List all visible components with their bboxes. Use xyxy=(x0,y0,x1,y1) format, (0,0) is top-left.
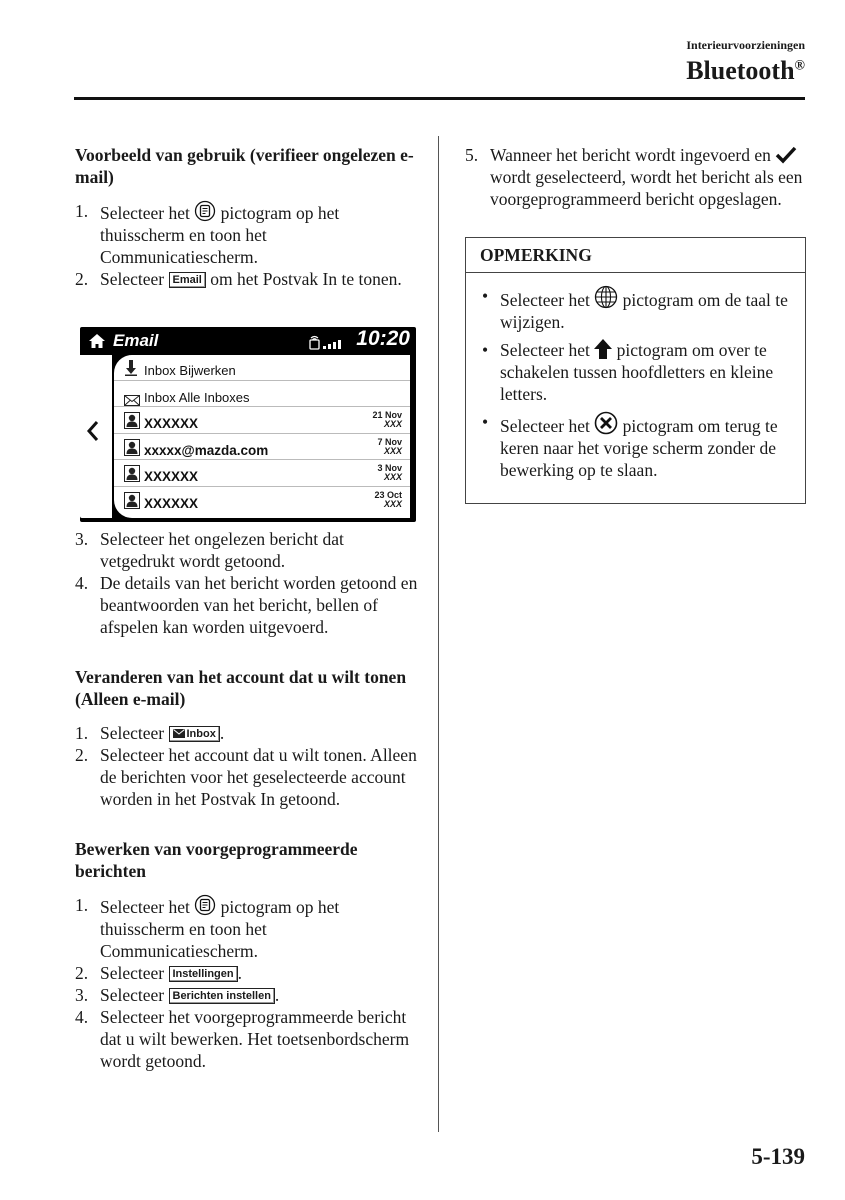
step xyxy=(465,144,805,210)
heading-verify-email: Voorbeeld van gebruik (verifieer ongelezen e-mail) xyxy=(75,145,414,187)
cancel-x-icon xyxy=(594,411,618,435)
list-item-date xyxy=(377,464,402,482)
step xyxy=(75,572,420,638)
step-text: Selecteer het account dat u wilt tonen. Alleen de berichten voor het geselecteerde account worden in het Postvak In getoond. xyxy=(100,745,417,809)
step-text: Selecteer het voorgeprogrammeerde bericht dat u wilt bewerken. Het toetsenbordscherm wordt getoond. xyxy=(100,1007,410,1071)
date: 7 Nov xyxy=(377,436,402,447)
phone-chat-icon xyxy=(194,200,216,222)
step xyxy=(75,894,420,962)
phone-chat-icon xyxy=(194,894,216,916)
note-body xyxy=(466,273,805,503)
list-item-label: Inbox Bijwerken xyxy=(144,363,236,378)
list-item-date xyxy=(374,491,402,509)
heading-change-account: Veranderen van het account dat u wilt tonen (Alleen e-mail) xyxy=(75,667,407,709)
step-number: 1. xyxy=(75,201,89,221)
list-item-date xyxy=(372,411,402,429)
step-text-b: . xyxy=(274,985,280,1005)
list-item-label: XXXXXX xyxy=(144,469,199,484)
list-item-label: XXXXXX xyxy=(144,495,199,511)
bullet: • xyxy=(482,412,489,432)
step-text: Selecteer het ongelezen bericht dat vetgedrukt wordt getoond. xyxy=(100,529,344,571)
step-text-b: . xyxy=(237,963,242,983)
date-sub: XXX xyxy=(383,472,402,482)
step-text xyxy=(100,894,420,962)
note-text-b: pictogram om terug te keren naar het vorige scherm zonder de bewerking op te slaan. xyxy=(500,416,778,480)
date: 23 Oct xyxy=(374,489,402,500)
step-text-a: Selecteer xyxy=(100,985,169,1005)
step xyxy=(75,984,420,1006)
checkmark-icon xyxy=(775,146,797,164)
back-button[interactable] xyxy=(80,355,112,518)
step-text xyxy=(100,962,420,984)
inbox-button[interactable] xyxy=(169,726,220,742)
step-number: 2. xyxy=(75,745,89,765)
step xyxy=(75,722,420,744)
step-number: 3. xyxy=(75,529,89,549)
note-heading: OPMERKING xyxy=(466,238,805,273)
step xyxy=(75,744,420,810)
date-sub: XXX xyxy=(383,498,402,509)
heading-edit-preset-messages: Bewerken van voorgeprogrammeerde berichten xyxy=(75,839,358,881)
shift-arrow-up-icon xyxy=(594,339,612,359)
note-item xyxy=(480,339,791,405)
chevron-left-icon xyxy=(86,419,100,448)
step-text xyxy=(100,268,420,290)
step xyxy=(75,1006,420,1072)
inbox-label: Inbox xyxy=(186,728,216,740)
step-text-b: wordt geselecteerd, wordt het bericht als een voorgeprogrammeerd bericht opgeslagen. xyxy=(490,167,803,209)
list-item[interactable] xyxy=(114,408,410,434)
step-text: De details van het bericht worden getoond en beantwoorden van het bericht, bellen of afspelen kan worden uitgevoerd. xyxy=(100,573,418,637)
step-number: 1. xyxy=(75,895,89,915)
list-item-label: XXXXXX xyxy=(144,416,199,431)
page-number: 5-139 xyxy=(751,1144,805,1169)
step-text-b: pictogram op het thuisscherm en toon het Communicatiescherm. xyxy=(100,897,340,961)
step-text-a: Wanneer het bericht wordt ingevoerd en xyxy=(490,145,776,165)
list-item-label: xxxxx@mazda.com xyxy=(144,442,269,458)
note-text xyxy=(500,339,791,405)
envelope-icon xyxy=(173,729,185,738)
bullet: • xyxy=(482,340,489,360)
step-text-a: Selecteer het xyxy=(100,203,195,223)
list-item[interactable] xyxy=(114,382,410,408)
step-number: 4. xyxy=(75,573,89,593)
page-title xyxy=(686,56,805,86)
settings-button[interactable]: Instellingen xyxy=(169,966,238,982)
left-column xyxy=(75,144,420,1072)
page-title-text: Bluetooth xyxy=(686,56,795,85)
download-arrow-icon xyxy=(124,359,138,381)
section-title: Interieurvoorzieningen xyxy=(686,38,805,52)
contact-icon xyxy=(124,412,140,434)
signal-strength-icon xyxy=(308,333,346,355)
list-item[interactable] xyxy=(114,461,410,487)
step-text-a: Selecteer xyxy=(100,963,169,983)
note-text-a: Selecteer het xyxy=(500,416,595,436)
list-item[interactable] xyxy=(114,488,410,514)
step-number: 1. xyxy=(75,723,89,743)
note-box xyxy=(465,237,806,504)
step xyxy=(75,200,420,268)
step-text xyxy=(490,144,805,210)
date-sub: XXX xyxy=(383,445,402,456)
message-list xyxy=(114,355,410,518)
step-number: 5. xyxy=(465,145,479,165)
contact-icon xyxy=(124,465,140,487)
step-text-a: Selecteer xyxy=(100,269,169,289)
screen-clock: 10:20 xyxy=(356,327,410,350)
step-text xyxy=(100,722,420,744)
step-number: 2. xyxy=(75,269,89,289)
list-item[interactable] xyxy=(114,355,410,381)
note-text-a: Selecteer het xyxy=(500,290,595,310)
contact-icon xyxy=(124,492,140,514)
date-sub: XXX xyxy=(383,419,402,429)
note-text-b: pictogram om over te schakelen tussen hoofdletters en kleine letters. xyxy=(500,340,774,404)
step-text-a: Selecteer xyxy=(100,723,169,743)
registered-mark: ® xyxy=(794,58,805,74)
globe-icon xyxy=(594,285,618,309)
step-text xyxy=(100,200,420,268)
bullet: • xyxy=(482,286,489,306)
step xyxy=(75,962,420,984)
note-text-b: pictogram om de taal te wijzigen. xyxy=(500,290,788,332)
message-settings-button[interactable]: Berichten instellen xyxy=(169,988,275,1004)
step xyxy=(75,528,420,572)
step-number: 4. xyxy=(75,1007,89,1027)
step xyxy=(75,268,420,290)
step-number: 2. xyxy=(75,963,89,983)
step-text-b: om het Postvak In te tonen. xyxy=(205,269,402,289)
email-screen xyxy=(80,327,416,522)
note-text xyxy=(500,285,791,333)
list-item-label: Inbox Alle Inboxes xyxy=(144,389,250,405)
home-icon[interactable] xyxy=(88,332,106,354)
step-text-b: . xyxy=(219,723,225,743)
column-divider xyxy=(438,136,439,1132)
screen-title: Email xyxy=(113,331,159,350)
note-item xyxy=(480,411,791,481)
date: 3 Nov xyxy=(377,463,402,473)
step-text-b: pictogram op het thuisscherm en toon het Communicatiescherm. xyxy=(100,203,340,267)
contact-icon xyxy=(124,439,140,461)
right-column xyxy=(465,144,805,504)
step-text-a: Selecteer het xyxy=(100,897,195,917)
date: 21 Nov xyxy=(372,410,402,420)
note-text xyxy=(500,411,791,481)
note-text-a: Selecteer het xyxy=(500,340,595,360)
header-rule xyxy=(74,97,805,100)
step-number: 3. xyxy=(75,985,89,1005)
email-button[interactable]: Email xyxy=(169,272,206,288)
step-text xyxy=(100,984,420,1006)
list-item-date xyxy=(377,438,402,456)
note-item xyxy=(480,285,791,333)
screen-top-bar xyxy=(80,327,416,354)
list-item[interactable] xyxy=(114,435,410,461)
